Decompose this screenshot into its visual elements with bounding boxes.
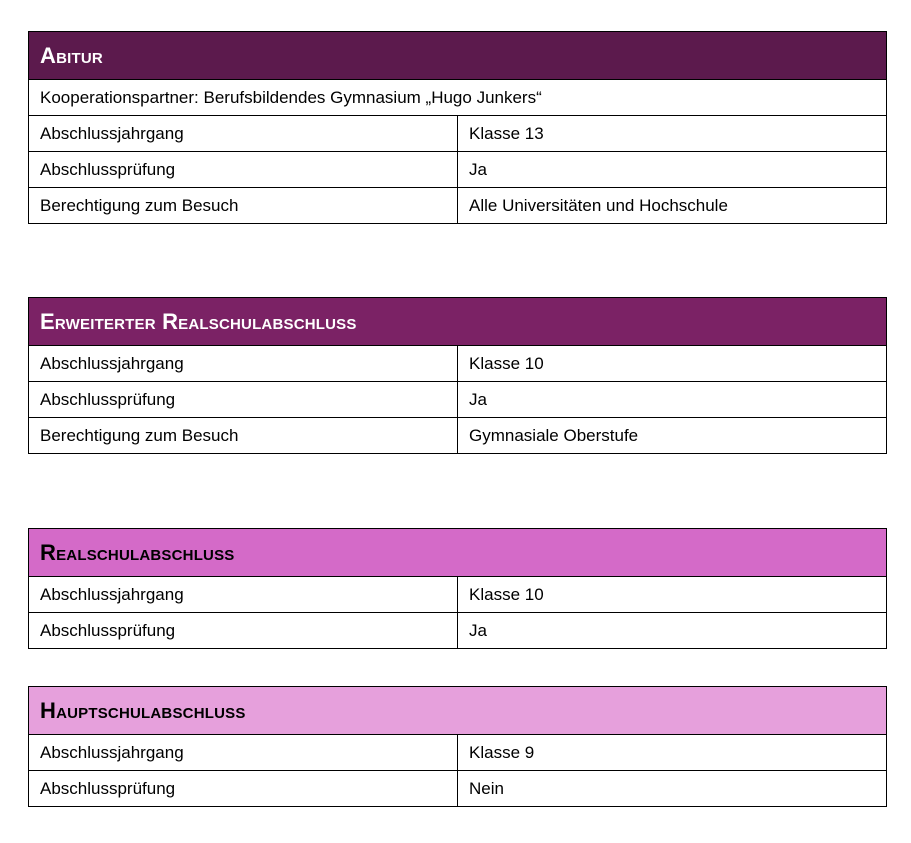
row-value: Ja [458,152,887,188]
table-row [29,418,887,454]
section-title: Realschulabschluss [29,529,887,577]
table-row [29,188,887,224]
row-value: Alle Universitäten und Hochschule [458,188,887,224]
table-row [29,346,887,382]
section-title: Erweiterter Realschulabschluss [29,298,887,346]
row-value: Klasse 10 [458,577,887,613]
row-label: Abschlussjahrgang [29,116,458,152]
section-abitur [28,31,887,224]
row-value: Ja [458,382,887,418]
table-row [29,577,887,613]
table-row [29,735,887,771]
section-realschulabschluss [28,528,887,649]
table-row [29,613,887,649]
row-value: Klasse 13 [458,116,887,152]
row-value: Klasse 9 [458,735,887,771]
row-value: Gymnasiale Oberstufe [458,418,887,454]
table-row [29,152,887,188]
row-label: Abschlussprüfung [29,382,458,418]
row-label: Abschlussprüfung [29,613,458,649]
section-hauptschulabschluss [28,686,887,807]
section-title: Hauptschulabschluss [29,687,887,735]
row-label: Abschlussprüfung [29,771,458,807]
table-row [29,116,887,152]
row-label: Abschlussjahrgang [29,346,458,382]
section-title: Abitur [29,32,887,80]
table-row [29,382,887,418]
row-label: Abschlussjahrgang [29,577,458,613]
row-value: Klasse 10 [458,346,887,382]
partner-row: Kooperationspartner: Berufsbildendes Gymnasium „Hugo Junkers“ [29,80,887,116]
section-erweiterter-realschulabschluss [28,297,887,454]
table-row [29,771,887,807]
row-label: Abschlussprüfung [29,152,458,188]
row-value: Ja [458,613,887,649]
row-value: Nein [458,771,887,807]
row-label: Berechtigung zum Besuch [29,188,458,224]
row-label: Berechtigung zum Besuch [29,418,458,454]
row-label: Abschlussjahrgang [29,735,458,771]
